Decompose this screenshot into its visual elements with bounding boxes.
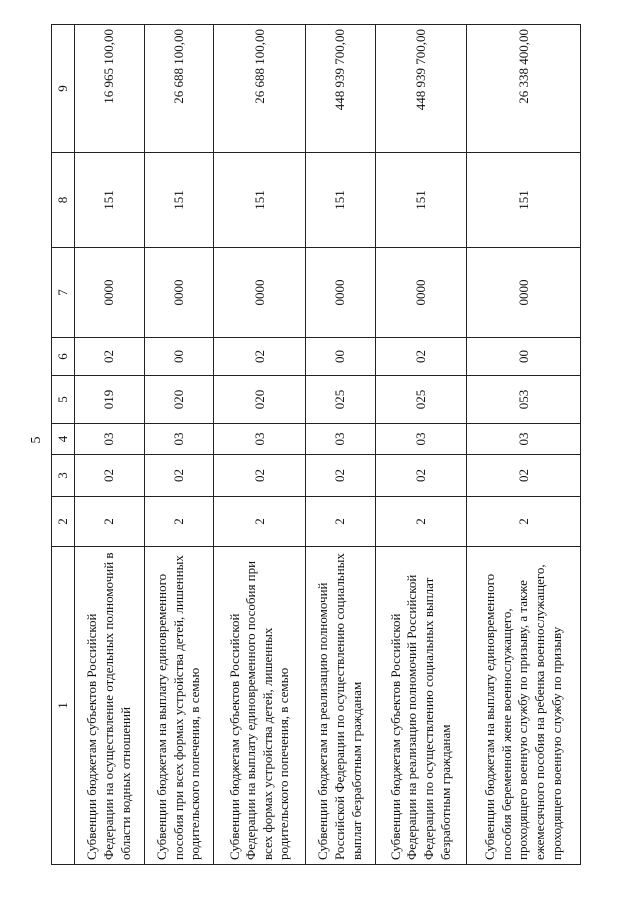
cell-code-3: 02 [144,455,214,497]
row-description: Субвенции бюджетам на выплату единовременного пособия беременной жене военнослужащего, проходящего военную службу по призыву, а также ежемесячного пособия на ребенка военнослужащего, проходящего военную службу по призыву [467,547,581,865]
table-row [467,25,581,865]
cell-amount: 448 939 700,00 [375,25,467,153]
cell-code-8: 151 [306,153,376,248]
budget-table [51,24,581,865]
cell-code-2: 2 [306,497,376,547]
cell-code-6: 02 [375,338,467,376]
cell-code-3: 02 [375,455,467,497]
cell-code-3: 02 [214,455,306,497]
table-row [75,25,145,865]
col-header-8: 8 [52,153,75,248]
row-description: Субвенции бюджетам на реализацию полномочий Российской Федерации по осуществлению социальных выплат безработным гражданам [306,547,376,865]
cell-code-8: 151 [75,153,145,248]
cell-code-2: 2 [144,497,214,547]
cell-amount: 26 688 100,00 [144,25,214,153]
cell-code-5: 025 [306,376,376,424]
table-row [306,25,376,865]
col-header-4: 4 [52,424,75,455]
cell-code-7: 0000 [467,248,581,338]
col-header-1: 1 [52,547,75,865]
cell-code-3: 02 [467,455,581,497]
cell-code-4: 03 [467,424,581,455]
col-header-3: 3 [52,455,75,497]
cell-code-8: 151 [214,153,306,248]
cell-code-3: 02 [306,455,376,497]
col-header-7: 7 [52,248,75,338]
cell-code-2: 2 [375,497,467,547]
cell-code-8: 151 [144,153,214,248]
cell-code-6: 02 [75,338,145,376]
table-row [214,25,306,865]
table-row [375,25,467,865]
cell-code-5: 020 [214,376,306,424]
cell-code-7: 0000 [75,248,145,338]
cell-code-7: 0000 [214,248,306,338]
cell-code-3: 02 [75,455,145,497]
cell-code-7: 0000 [375,248,467,338]
table-container [51,25,581,865]
cell-code-4: 03 [306,424,376,455]
cell-amount: 16 965 100,00 [75,25,145,153]
cell-code-4: 03 [375,424,467,455]
row-description: Субвенции бюджетам на выплату единовременного пособия при всех формах устройства детей, лишенных родительского попечения, в семью [144,547,214,865]
row-description: Субвенции бюджетам субъектов Российской Федерации на осуществление отдельных полномочий в области водных отношений [75,547,145,865]
cell-code-5: 053 [467,376,581,424]
cell-code-2: 2 [467,497,581,547]
table-row [144,25,214,865]
cell-amount: 26 338 400,00 [467,25,581,153]
page-number: 5 [29,436,44,444]
rotated-table-frame [51,25,581,865]
row-description: Субвенции бюджетам субъектов Российской Федерации на выплату единовременного пособия при всех формах устройства детей, лишенных родительского попечения, в семью [214,547,306,865]
col-header-5: 5 [52,376,75,424]
header-row [52,25,75,865]
col-header-2: 2 [52,497,75,547]
cell-code-6: 00 [467,338,581,376]
cell-code-5: 020 [144,376,214,424]
cell-amount: 26 688 100,00 [214,25,306,153]
row-description: Субвенции бюджетам субъектов Российской Федерации на реализацию полномочий Российской Федерации по осуществлению социальных выплат безработным гражданам [375,547,467,865]
cell-code-5: 019 [75,376,145,424]
cell-code-4: 03 [214,424,306,455]
cell-code-5: 025 [375,376,467,424]
col-header-9: 9 [52,25,75,153]
col-header-6: 6 [52,338,75,376]
cell-code-7: 0000 [144,248,214,338]
cell-code-6: 00 [144,338,214,376]
cell-code-7: 0000 [306,248,376,338]
cell-code-8: 151 [375,153,467,248]
cell-code-2: 2 [214,497,306,547]
cell-code-4: 03 [144,424,214,455]
cell-code-6: 00 [306,338,376,376]
cell-code-2: 2 [75,497,145,547]
cell-code-6: 02 [214,338,306,376]
cell-amount: 448 939 700,00 [306,25,376,153]
cell-code-8: 151 [467,153,581,248]
cell-code-4: 03 [75,424,145,455]
